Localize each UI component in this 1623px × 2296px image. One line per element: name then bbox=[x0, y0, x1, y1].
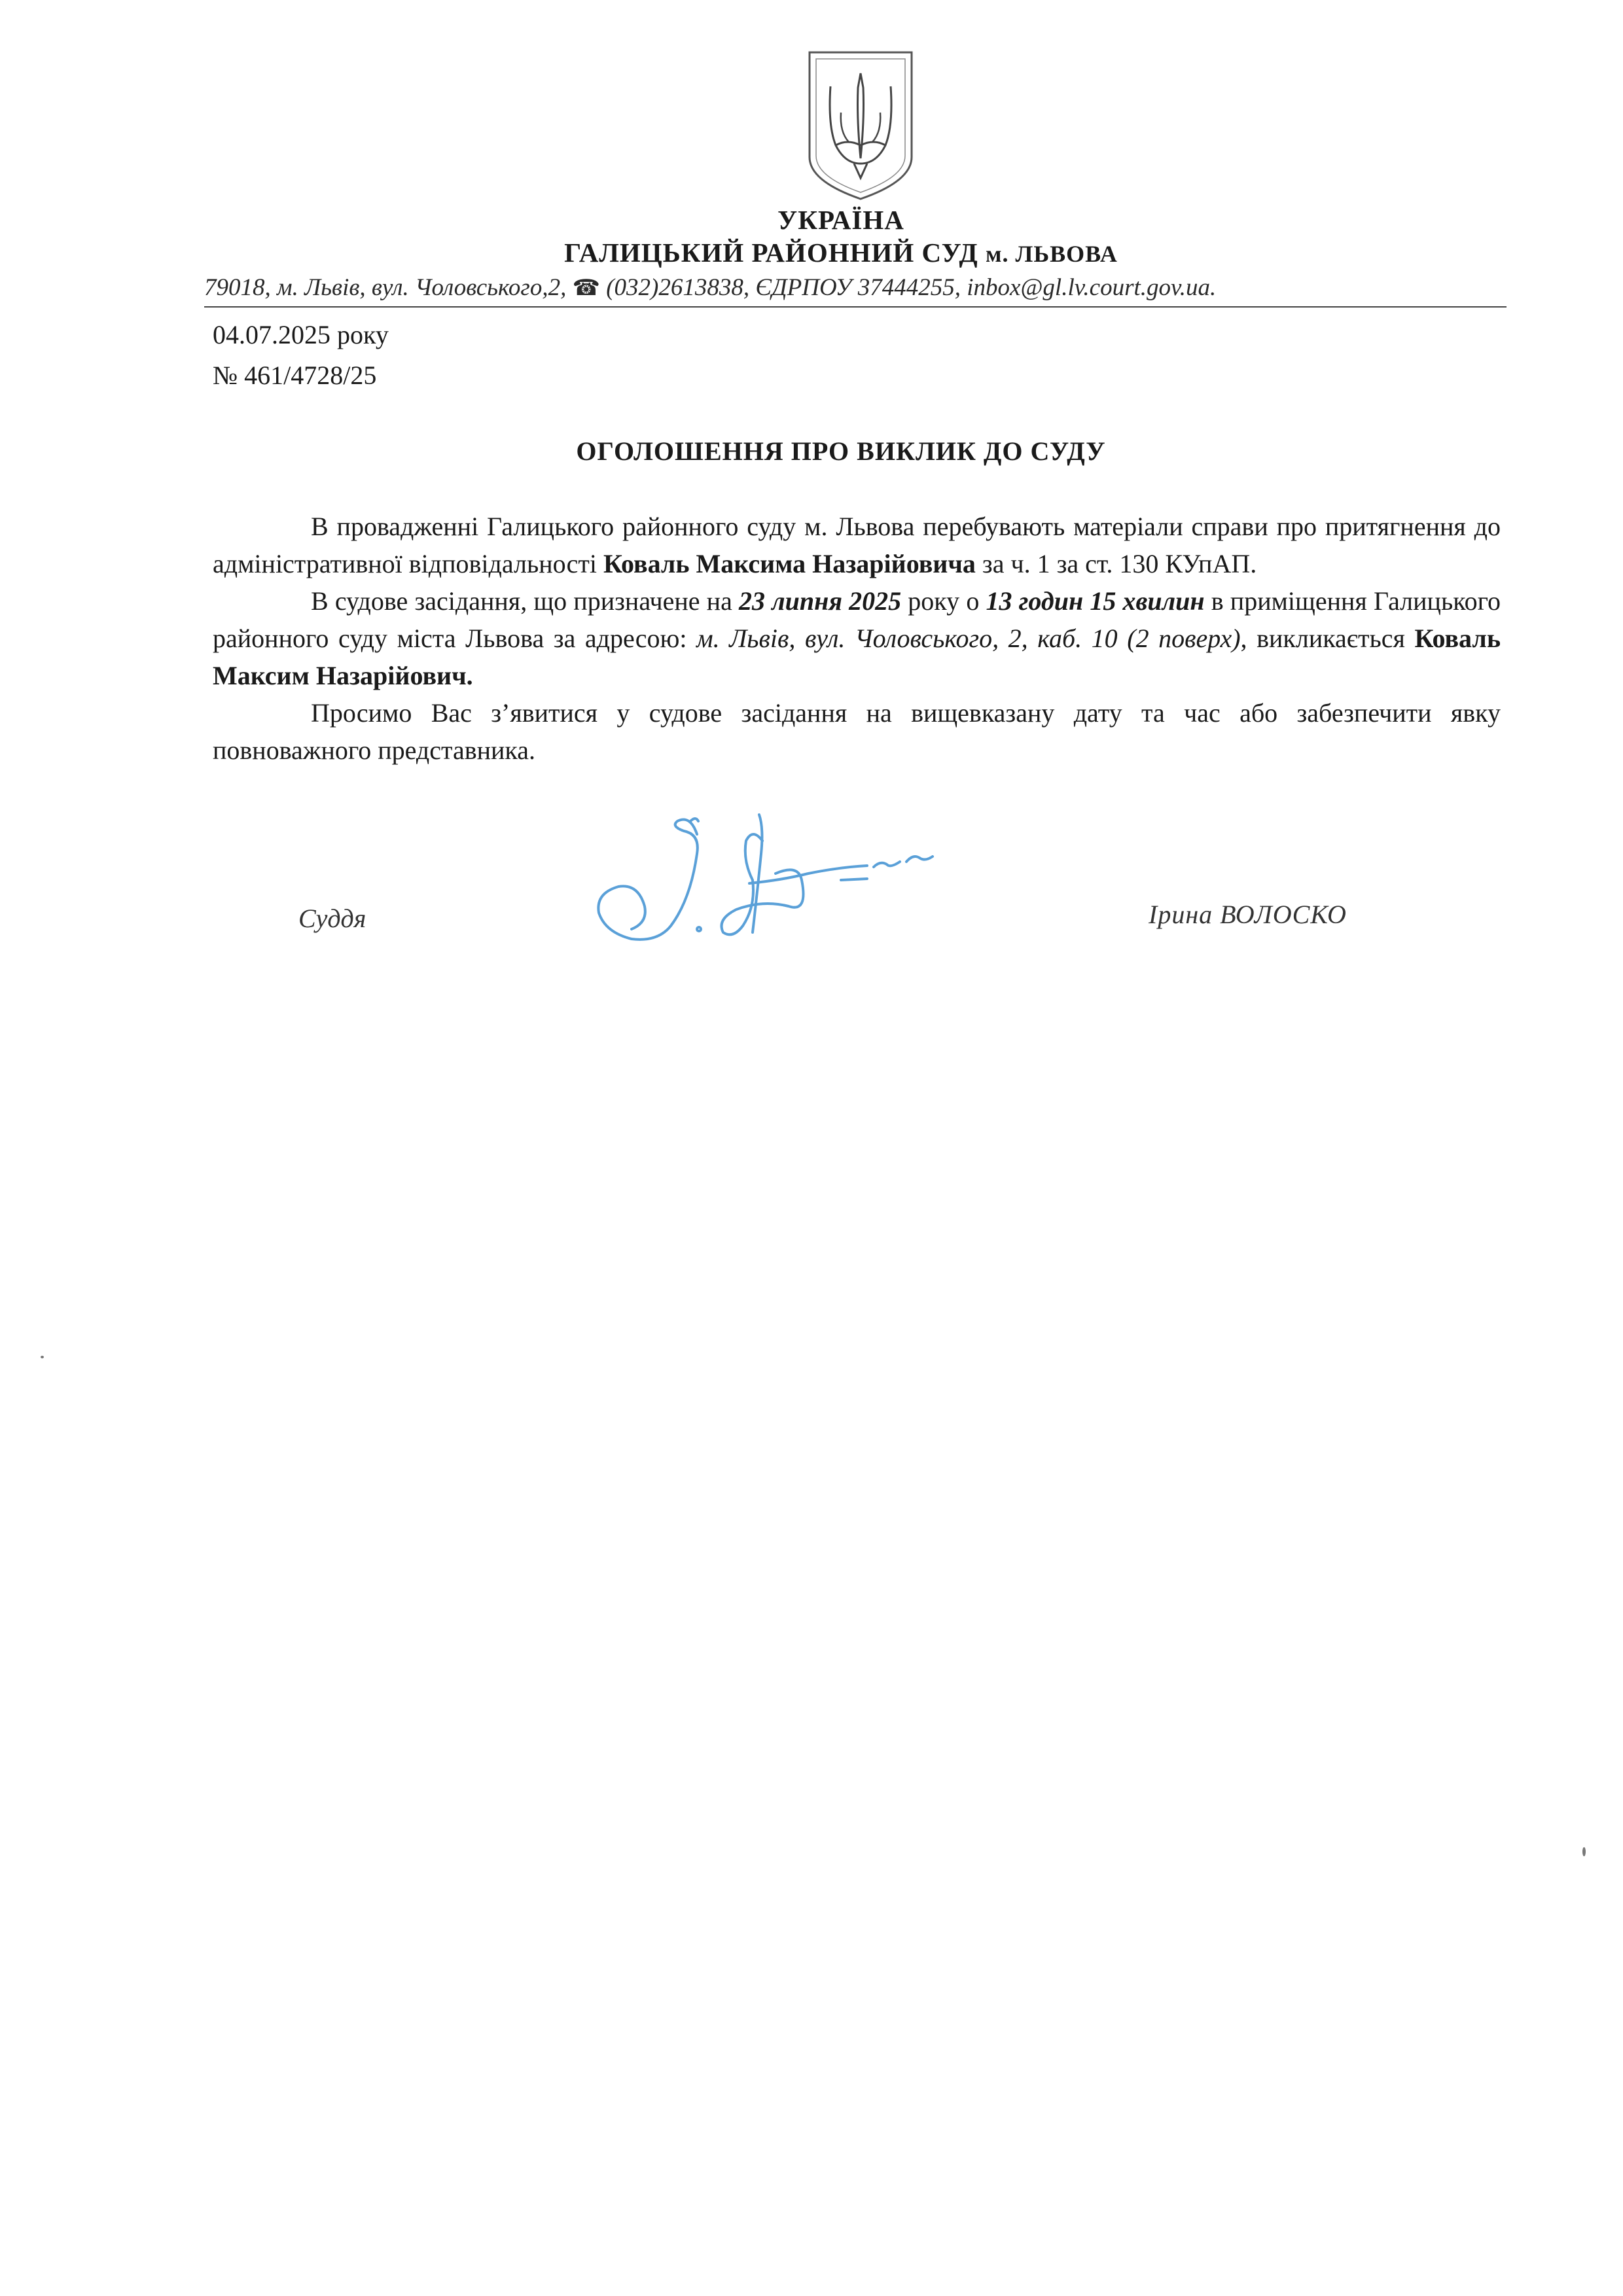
document-date: 04.07.2025 року bbox=[213, 320, 389, 349]
phone-icon: ☎ bbox=[572, 276, 600, 300]
hearing-text-2: року о bbox=[901, 586, 986, 616]
hearing-text-4: , викликається bbox=[1240, 624, 1415, 653]
contact-details: (032)2613838, ЄДРПОУ 37444255, inbox@gl.lv.court.gov.ua. bbox=[599, 274, 1217, 301]
document-number: № 461/4728/25 bbox=[213, 361, 377, 390]
summoned-name: Коваль Максим Назарійович. bbox=[213, 624, 1501, 690]
paragraph-case-text: В провадженні Галицького районного суду м. Львова перебувають матеріали справи про притягнення до адміністративної відповідальності bbox=[213, 512, 1501, 578]
coat-of-arms-icon bbox=[802, 47, 919, 204]
header-country: УКРАЇНА bbox=[777, 205, 904, 235]
hearing-text-3: в приміщення Галицького районного суду міста Львова за адресою: bbox=[213, 586, 1501, 653]
defendant-name: Коваль Максима Назарійовича bbox=[603, 549, 976, 578]
document-body bbox=[213, 508, 1501, 769]
hearing-time: 13 годин 15 хвилин bbox=[986, 586, 1205, 616]
court-name-main: ГАЛИЦЬКИЙ РАЙОННИЙ СУД bbox=[564, 238, 978, 268]
paragraph-hearing bbox=[213, 582, 1501, 694]
paragraph-case-article: за ч. 1 за ст. 130 КУпАП. bbox=[975, 549, 1257, 578]
judge-title: Суддя bbox=[298, 904, 366, 933]
court-name-city: м. ЛЬВОВА bbox=[986, 241, 1118, 267]
hearing-address: м. Львів, вул. Чоловського, 2, каб. 10 (2 поверх) bbox=[696, 624, 1241, 653]
signature-image bbox=[592, 802, 959, 952]
paragraph-request: Просимо Вас з’явитися у судове засідання на вищевказану дату та час або забезпечити явку повноважного представника. bbox=[213, 698, 1501, 765]
scan-speck bbox=[1582, 1847, 1586, 1856]
scan-speck bbox=[41, 1356, 44, 1358]
contact-address: 79018, м. Львів, вул. Чоловського,2, bbox=[204, 274, 573, 301]
hearing-text-1: В судове засідання, що призначене на bbox=[311, 586, 739, 616]
header-court-name bbox=[0, 237, 1623, 268]
judge-name: Ірина ВОЛОСКО bbox=[1149, 900, 1347, 929]
paragraph-case bbox=[213, 508, 1501, 582]
hearing-date: 23 липня 2025 bbox=[738, 586, 902, 616]
header-divider bbox=[204, 306, 1507, 308]
contact-line bbox=[204, 274, 1513, 302]
document-title: ОГОЛОШЕННЯ ПРО ВИКЛИК ДО СУДУ bbox=[576, 436, 1106, 466]
